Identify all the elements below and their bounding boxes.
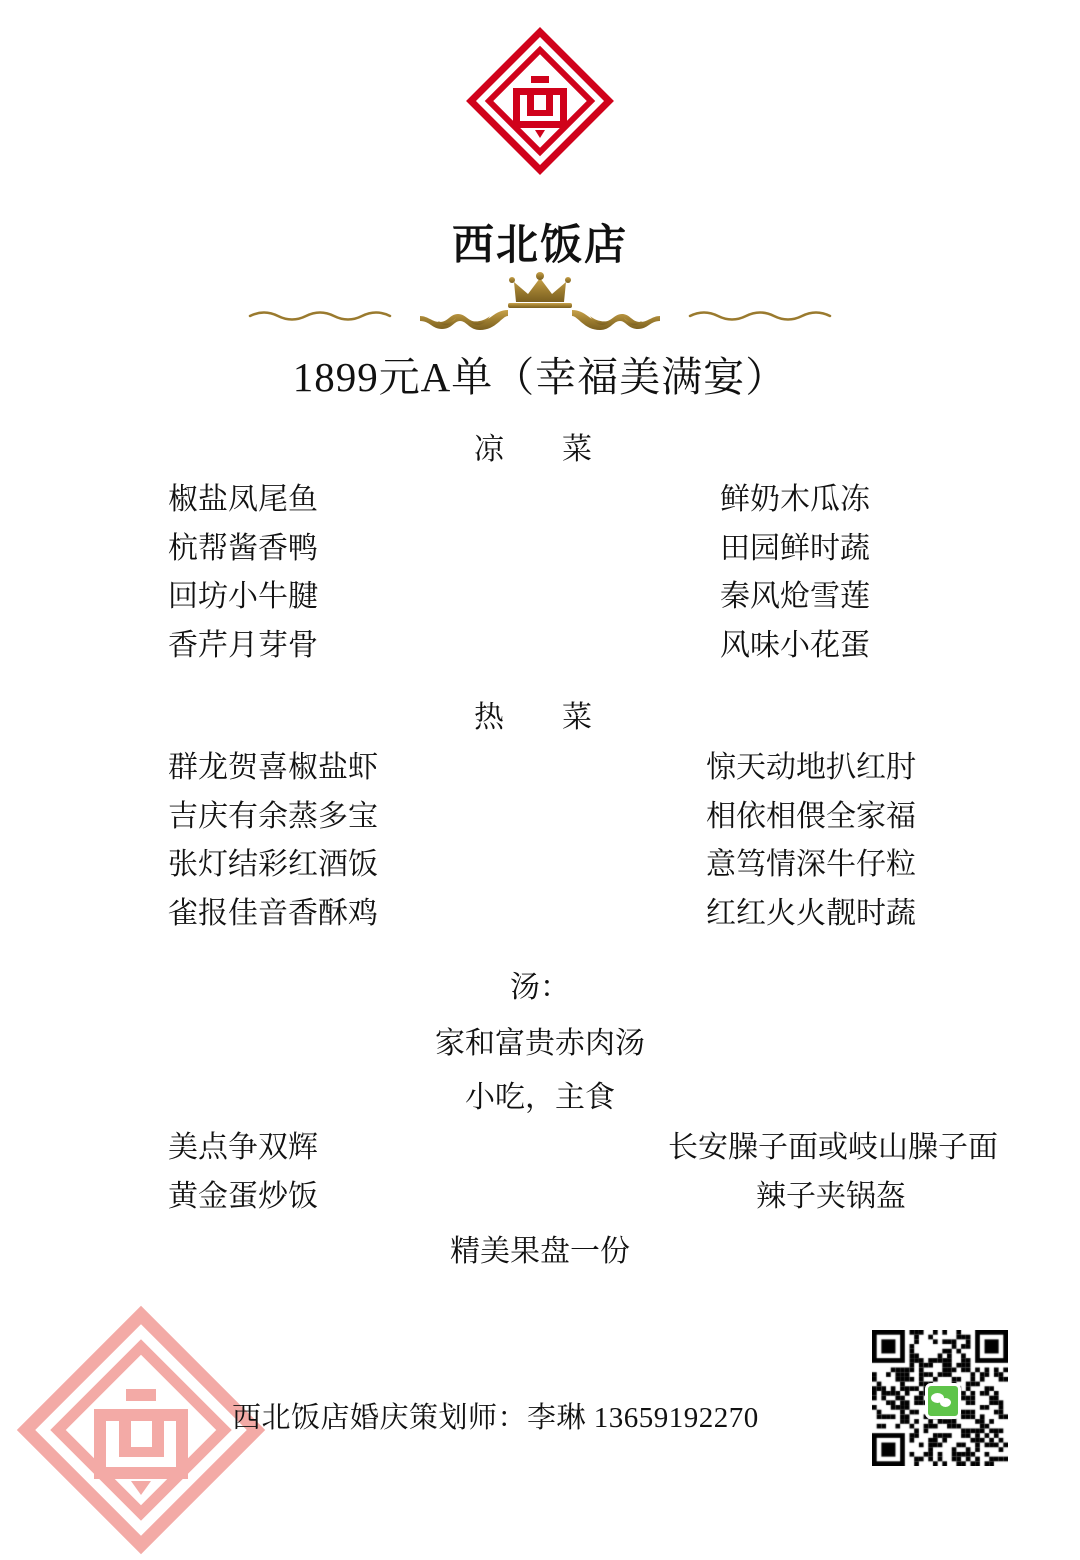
dish-item: 红红火火靓时蔬 xyxy=(706,896,916,930)
dish-row xyxy=(0,894,1080,934)
dish-row xyxy=(0,480,1080,520)
dish-item: 杭帮酱香鸭 xyxy=(168,531,318,565)
dish-item-fruit-plate: 精美果盘一份 xyxy=(450,1235,630,1269)
dish-item: 黄金蛋炒饭 xyxy=(168,1179,318,1213)
dish-item: 回坊小牛腱 xyxy=(168,580,318,614)
watermark-logo-icon xyxy=(16,1305,266,1555)
dish-item: 辣子夹锅盔 xyxy=(756,1179,906,1213)
section-snacks-staple xyxy=(0,1072,1080,1278)
section-cold-dishes xyxy=(0,424,1080,674)
wechat-qr-code-icon[interactable] xyxy=(872,1330,1008,1466)
dish-item: 意笃情深牛仔粒 xyxy=(706,848,916,882)
dish-row xyxy=(0,797,1080,837)
dish-grid-hot xyxy=(0,748,1080,933)
section-soup xyxy=(0,962,1080,1070)
dish-row xyxy=(0,577,1080,617)
dish-item: 惊天动地扒红肘 xyxy=(706,751,916,784)
dish-item: 相依相偎全家福 xyxy=(706,799,916,833)
brand-logo xyxy=(0,26,1080,181)
dish-item: 家和富贵赤肉汤 xyxy=(435,1027,645,1060)
dish-item: 雀报佳音香酥鸡 xyxy=(168,896,378,930)
dish-item: 秦风炝雪莲 xyxy=(720,580,870,614)
footer-contact: 西北饭店婚庆策划师：李琳 13659192270 xyxy=(232,1402,759,1434)
dish-item: 长安臊子面或岐山臊子面 xyxy=(668,1131,998,1164)
dish-grid-cold xyxy=(0,480,1080,665)
dish-item: 田园鲜时蔬 xyxy=(720,531,870,565)
wechat-logo-icon xyxy=(925,1383,961,1419)
section-heading-soup: 汤： xyxy=(510,971,570,1004)
section-heading-staple: 小吃，主食 xyxy=(465,1081,615,1114)
dish-row xyxy=(0,748,1080,788)
dish-item: 香芹月芽骨 xyxy=(168,628,318,662)
dish-row xyxy=(0,626,1080,666)
dish-item: 美点争双辉 xyxy=(168,1131,318,1164)
dish-item: 鲜奶木瓜冻 xyxy=(720,483,870,516)
section-hot-dishes xyxy=(0,692,1080,942)
dish-row xyxy=(0,1177,1080,1217)
brand-name: 西北饭店 xyxy=(451,220,628,269)
ornamental-divider-icon xyxy=(240,272,840,336)
xibei-diamond-logo-icon xyxy=(465,26,615,176)
section-heading-hot: 热 菜 xyxy=(474,701,606,734)
dish-item: 张灯结彩红酒饭 xyxy=(168,848,378,882)
dish-row xyxy=(0,529,1080,569)
dish-row xyxy=(0,1128,1080,1168)
dish-item: 风味小花蛋 xyxy=(720,628,870,662)
page-title: 1899元A单（幸福美满宴） xyxy=(292,354,788,400)
dish-row xyxy=(0,845,1080,885)
dish-item: 吉庆有余蒸多宝 xyxy=(168,799,378,833)
section-heading-cold: 凉 菜 xyxy=(474,433,606,466)
dish-item: 椒盐凤尾鱼 xyxy=(168,483,318,516)
dish-item: 群龙贺喜椒盐虾 xyxy=(168,751,378,784)
dish-grid-staple xyxy=(0,1128,1080,1216)
